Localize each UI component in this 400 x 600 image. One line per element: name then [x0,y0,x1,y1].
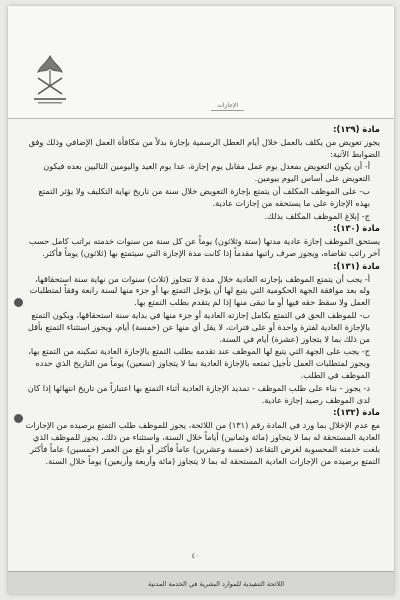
article-paragraph: يستحق الموظف إجازة عادية مدتها (ستة وثلاثون) يوماً عن كل سنة من سنوات خدمته براتب كامل حسب آخر راتب تقاضاه، ويجوز صرف راتبها مقدماً إذا كانت مدة الإجازة التي سيتمتع بها (ثلاثون) يوماً فأكثر. [28,236,380,258]
section-header-label: الإجازات [211,102,244,111]
document-body [25,124,380,468]
article-heading: مادة (١٣١): [333,260,380,271]
article-clause: ب- للموظف الحق في التمتع بكامل إجازته العادية أو جزء منها في بداية سنة استحقاقها، ويكون التمتع بالإجازة العادية لفترة واحدة أو على فترات، لا يقل أي منها عن (خمسة) أيام، ويجوز استثناء التمتع بأقل من ذلك بما لا يتجاوز (عشرة) أيام في السنة. [27,309,370,344]
footer-title: اللائحة التنفيذية للموارد البشرية في الخدمة المدنية [148,580,284,588]
article-heading: مادة (١٢٩): [333,124,380,134]
article-clause: أ- أن يكون التعويض بمعدل يوم عمل مقابل يوم إجازة، عدا يوم العيد واليومين التاليين بعده فيكون التعويض على أساس اليوم بيومين. [43,161,370,184]
article-section [25,223,380,259]
article-clause: ج- إبلاغ الموظف المكلف بذلك. [264,210,370,221]
article-section [25,124,380,222]
page-header [8,6,394,119]
article-clause: ب- على الموظف المكلف أن يتمتع بإجازة التعويض خلال سنة من تاريخ نهاية التكليف ولا يؤثر التمتع بهذه الإجازة على ما يستحقه من إجازات عادية. [38,185,370,208]
article-clause: د- يجوز - بناء على طلب الموظف - تمديد الإجازة العادية أثناء التمتع بها اعتباراً من تاريخ انتهائها إذا كان لدى الموظف رصيد إجازة عادية. [27,382,370,405]
article-heading: مادة (١٣٢): [333,407,380,418]
binder-hole-icon [14,298,23,307]
article-paragraph: يجوز تعويض من يكلف بالعمل خلال أيام العطل الرسمية بإجازة بدلاً من مكافأة العمل الإضافي وذلك وفق الضوابط الآتية: [28,136,380,159]
article-clause: أ- يجب أن يتمتع الموظف بإجازته العادية خلال مدة لا تتجاوز (ثلاث) سنوات من نهاية سنة استحقاقها، وله بعد موافقة الجهة الحكومية التي يتبع لها أن يؤجل التمتع بها أو جزء منها لسنة رابعة وفقاً لمتطلبات العمل ولا سقط حقه فيها أو ما تبقى منها إذا لم يتقدم بطلب التمتع بها. [29,273,370,308]
document-page [8,6,394,594]
article-paragraph: مع عدم الإخلال بما ورد في المادة رقم (١٣١) من اللائحة، يجوز للموظف طلب التمتع برصيده من الإجازات العادية المستحقة له بما لا يتجاوز (مائة وثمانين) أياماً خلال السنة، واستثناء من ذلك، يجوز للموظف الذي بلغت خدمته المحسوبة لغرض التقاعد (خمسة وعشرين) عاماً فأكثر أو بلغ من العمر (خمسين) عاماً فأكثر التمتع برصيده من الإجازات العادية المستحقة له بما لا يتجاوز (مائة وأربعة وأربعين) يوماً خلال السنة. [25,420,380,466]
article-section [25,261,380,407]
article-section [25,407,380,467]
binder-hole-icon [14,414,23,423]
article-clause: ج- يجب على الجهة التي يتبع لها الموظف عند تقدمه بطلب التمتع بالإجازة العادية تمكينه من التمتع بها، ويجوز لمتطلبات العمل تأجيل تمتعه بالإجازة العادية بما لا يتجاوز (تسعين) يوماً من التاريخ الذي حدده الموظف في الطلب. [28,346,370,380]
government-emblem-icon [28,50,72,108]
page-number: ٤٠ [191,552,199,560]
article-heading: مادة (١٣٠): [333,223,380,234]
page-footer [8,571,394,594]
